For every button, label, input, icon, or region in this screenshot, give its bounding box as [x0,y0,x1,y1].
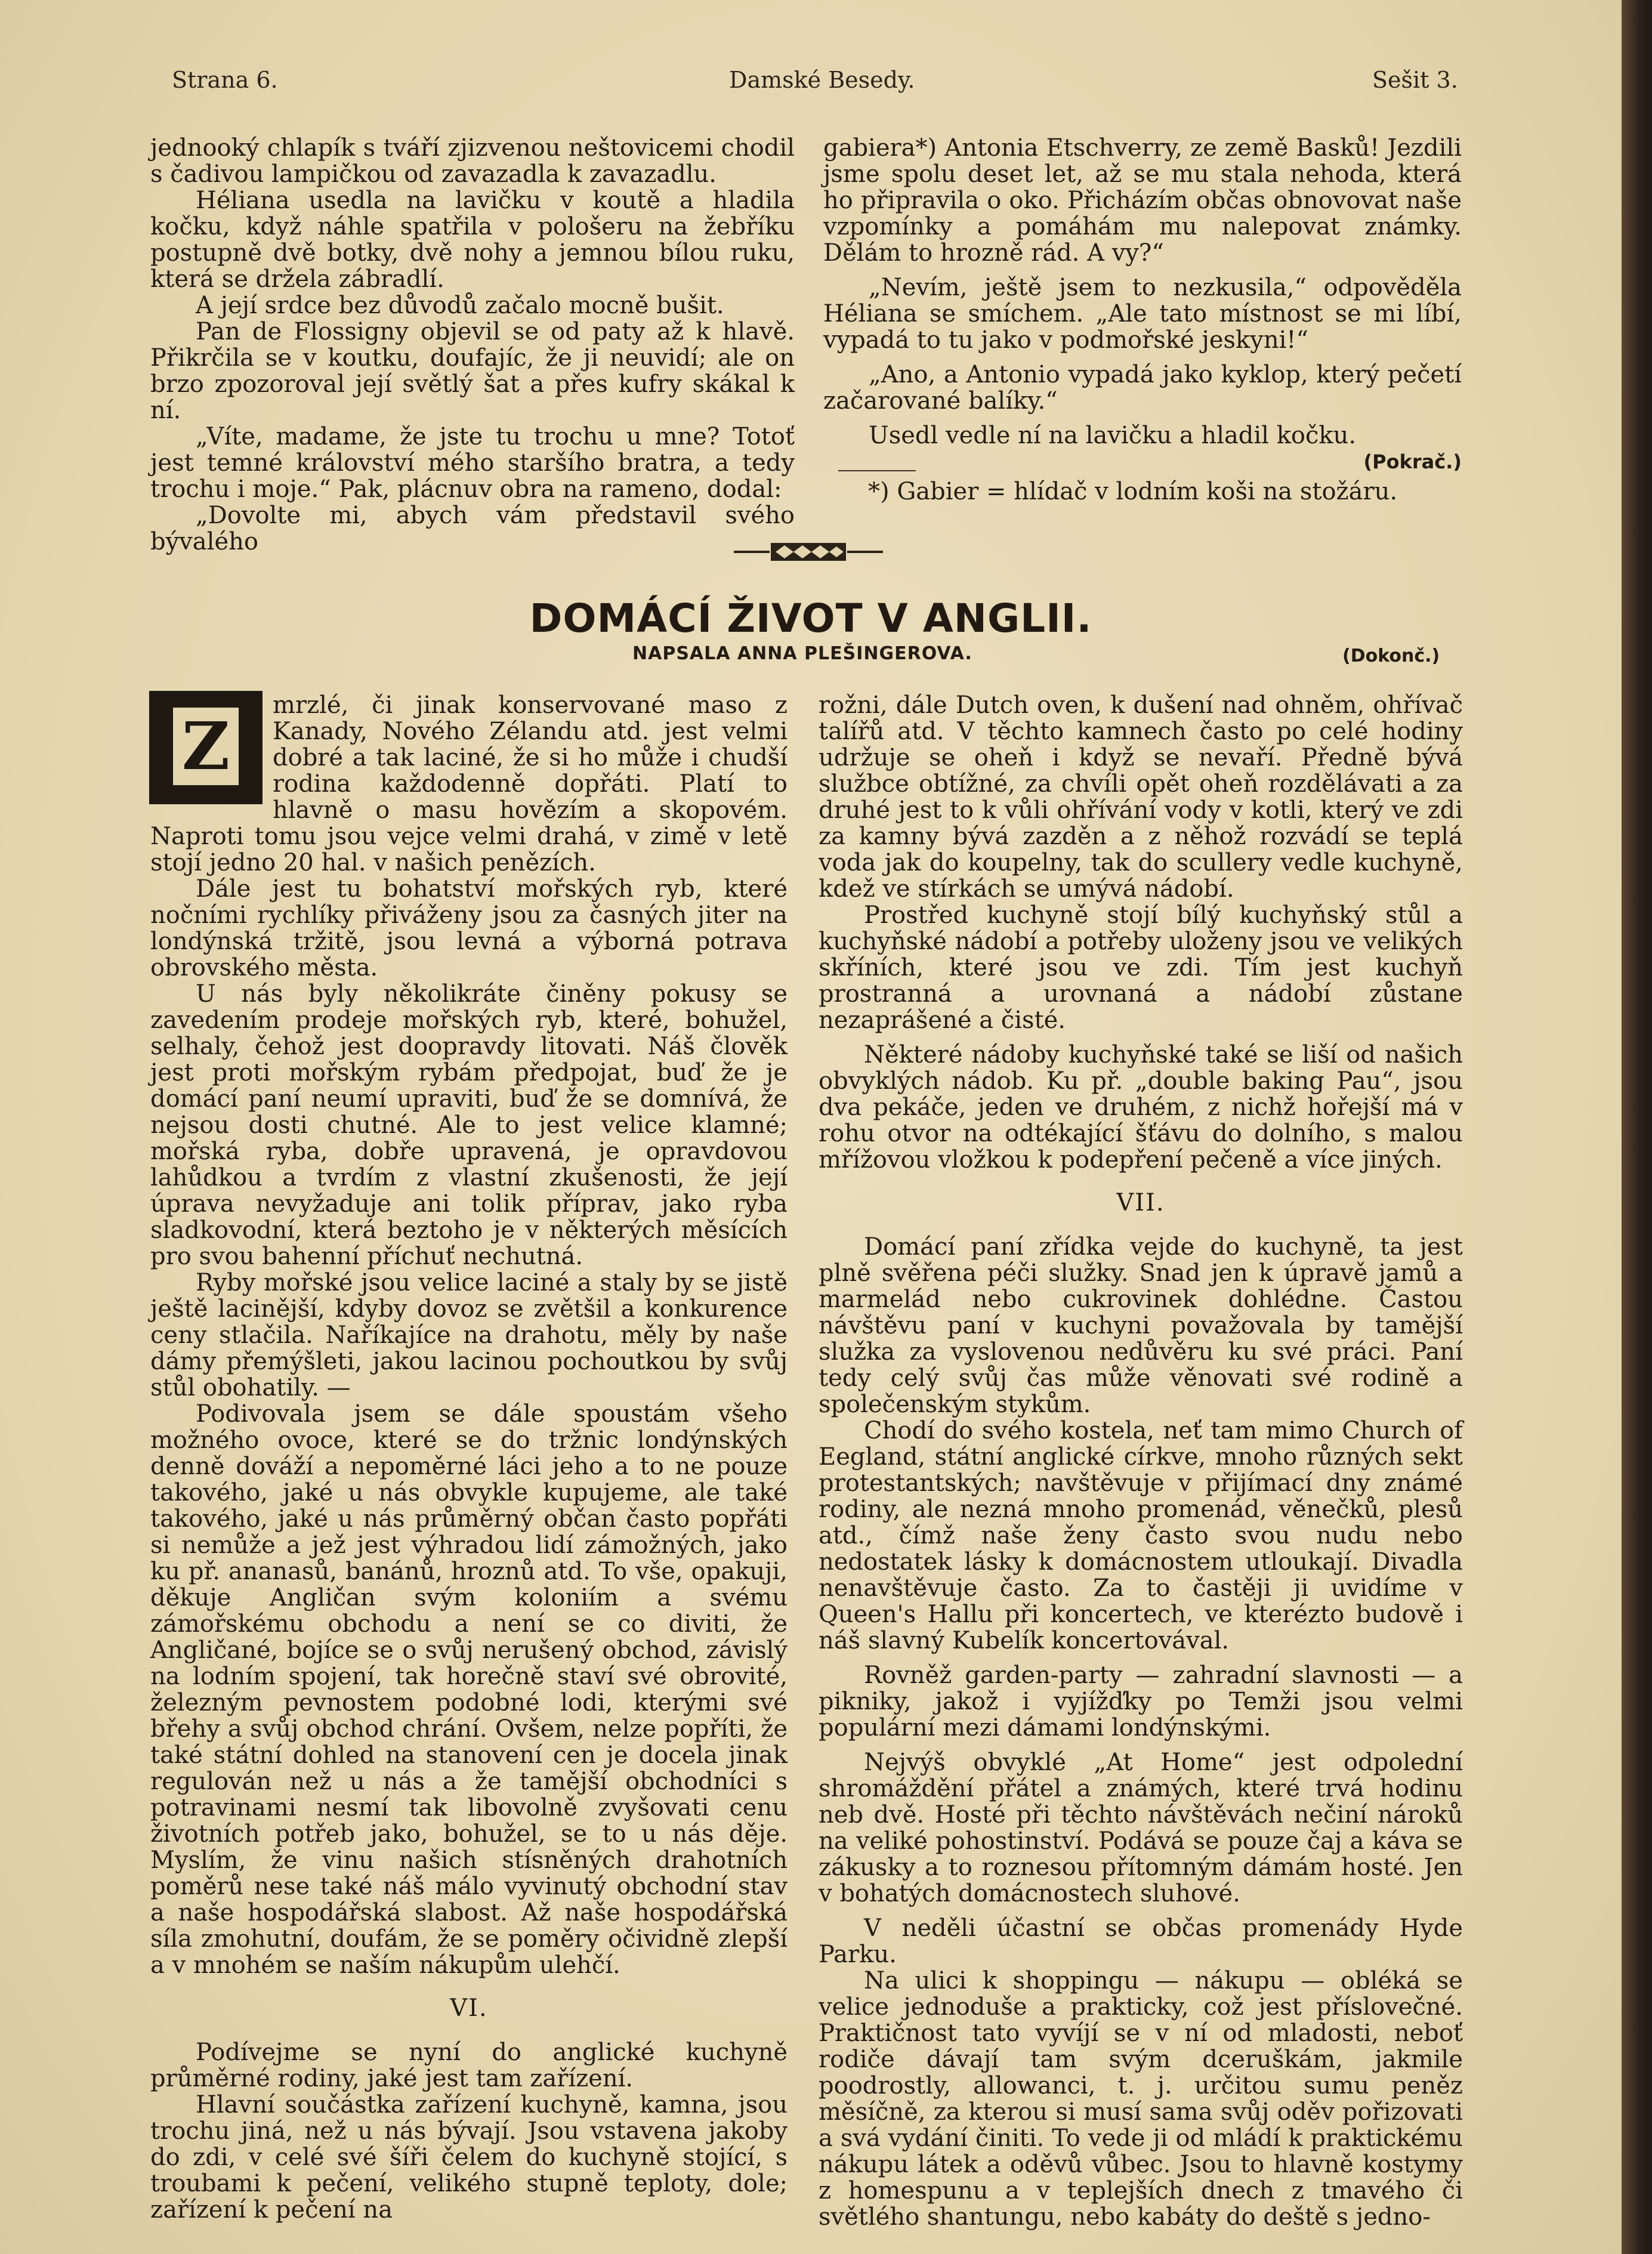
story-paragraph: gabiera*) Antonia Etschverry, ze země Basků! Jezdili jsme spolu deset let, až se mu stala nehoda, která ho připravila o oko. Přicházím občas obnovovat naše vzpomínky a pomáhám mu nalepovat známky. Dělám to hrozně rád. A vy?“ [823,134,1462,267]
article-paragraph [150,692,788,876]
ornament-divider [734,537,883,567]
section-heading: VII. [1116,1189,1165,1216]
article-paragraph: Chodí do svého kostela, neť tam mimo Church of Eegland, státní anglické církve, mnoho různých sekt protestantských; navštěvuje v přijímací dny známé rodiny, ale nezná mnoho promenád, věnečků, plesů atd., čímž naše ženy často svou nudu nebo nedostatek lásky k domácnostem utloukají. Divadla nenavštěvuje často. Za to častěji ji uvidíme v Queen's Hallu při koncertech, ve kterézto budově i náš slavný Kubelík koncertovával. [819,1417,1463,1654]
story-last-paragraph [823,422,1462,473]
footnote-rule [838,470,916,471]
article-paragraph: V neděli účastní se občas promenády Hyde Parku. [819,1915,1463,1968]
story-right-column [823,135,1462,475]
story-paragraph: „Nevím, ještě jsem to nezkusila,“ odpověděla Héliana se smíchem. „Ale tato místnost se mi líbí, vypadá to tu jako v podmořské jeskyni!“ [823,274,1462,354]
drop-cap-space [150,692,273,811]
footnote: *) Gabier = hlídač v lodním koši na stožáru. [868,478,1398,505]
conclusion-note: (Dokonč.) [1342,646,1440,666]
article-paragraph: Dále jest tu bohatství mořských ryb, které nočními rychlíky přiváženy jsou za časných jiter na londýnská tržitě, jsou levná a výborná potrava obrovského města. [150,875,788,981]
page-binding-edge [1622,0,1652,2254]
article-paragraph: Na ulici k shoppingu — nákupu — obléká se velice jednoduše a prakticky, což jest příslovečné. Praktičnost tato vyvíjí se v ní od mladosti, neboť rodiče dávají tam svým dceruškám, jakmile poodrostly, allowanci, t. j. určitou sumu peněz měsíčně, za kterou si musí sama svůj oděv pořizovati a svá vydání činiti. To vede ji od mládí k praktickému nákupu látek a oděvů vůbec. Jsou to hlavně kostymy z homespunu a v teplejších dnech z tmavého či světlého shantungu, nebo kabáty do deště s jedno- [819,1967,1463,2231]
article-author: NAPSALA ANNA PLEŠINGEROVA. [632,643,972,664]
article-paragraph: Domácí paní zřídka vejde do kuchyně, ta jest plně svěřena péči služky. Snad jen k úpravě jamů a marmelád nebo cukrovinek dohlédne. Častou návštěvu paní v kuchyni považovala by tamější služka za vyslovenou nedůvěru ku své práci. Paní tedy celý svůj čas může věnovati své rodině a společenským stykům. [819,1233,1463,1418]
story-left-column [150,135,795,555]
article-paragraph: rožni, dále Dutch oven, k dušení nad ohněm, ohřívač talířů atd. V těchto kamnech často po celé hodiny udržuje se oheň i když se nevaří. Předně bývá službce obtížné, za chvíli opět oheň rozdělávati a za druhé jest to k vůli ohřívání vody v kotli, který ve zdi za kamny bývá zazděn a z něhož rozvádí se teplá voda jak do koupelny, tak do scullery vedle kuchyně, kdež ve stírkách se umývá nádobí. [819,691,1463,903]
article-left-column [150,692,788,2223]
article-paragraph-text: mrzlé, či jinak konservované maso z Kanady, Nového Zélandu atd. jest velmi dobré a tak laciné, že si ho může i chudší rodina každodenně dopřáti. Platí to hlavně o masu hovězím a skopovém. Naproti tomu jsou vejce velmi drahá, v zimě v letě stojí jedno 20 hal. v našich penězích. [150,691,788,876]
story-paragraph: „Ano, a Antonio vypadá jako kyklop, který pečetí začarované balíky.“ [823,361,1462,415]
story-paragraph: Héliana usedla na lavičku v koutě a hladila kočku, když náhle spatřila v pološeru na žebříku postupně dvě botky, dvě nohy a jemnou bílou ruku, která se držela zábradlí. [150,187,795,293]
story-paragraph: Pan de Flossigny objevil se od paty až k hlavě. Přikrčila se v koutku, doufajíc, že ji neuvidí; ale on brzo zpozoroval její světlý šat a přes kufry skákal k ní. [150,318,795,424]
article-right-column [819,692,1463,2230]
issue-number: Sešit 3. [1372,67,1458,93]
article-paragraph: Prostřed kuchyně stojí bílý kuchyňský stůl a kuchyňské nádobí a potřeby uloženy jsou ve velikých skříních, které jsou ve zdi. Tím jest kuchyň prostranná a urovnaná a nádobí zůstane nezaprášené a čisté. [819,901,1463,1034]
page-number: Strana 6. [172,67,278,93]
article-paragraph: Hlavní součástka zařízení kuchyně, kamna, jsou trochu jiná, než u nás bývají. Jsou vstavena jakoby do zdi, v celé své šíři čelem do kuchyně stojící, s troubami k pečení, velikého stupně teploty, dole; zařízení k pečení na [150,2091,788,2224]
story-paragraph: „Dovolte mi, abych vám představil svého bývalého [150,502,795,555]
article-title: DOMÁCÍ ŽIVOT V ANGLII. [529,595,1092,641]
article-paragraph: Ryby mořské jsou velice laciné a staly by se jistě ještě lacinější, kdyby dovoz se zvětšil a konkurence ceny stlačila. Naříkajíce na drahotu, měly by naše dámy přemýšleti, jakou lacinou pochoutkou by svůj stůl obohatily. — [150,1269,788,1401]
article-paragraph: Rovněž garden-party — zahradní slavnosti — a pikniky, jakož i vyjížďky po Temži jsou velmi populární mezi dámami londýnskými. [819,1662,1463,1742]
section-heading: VI. [450,1994,488,2022]
article-paragraph: Podivovala jsem se dále spoustám všeho možného ovoce, které se do tržnic londýnských denně dováží a nepoměrné láci jeho a to ne pouze takového, jaké u nás obvykle kupujeme, ale také takového, jaké u nás průměrný občan často popřáti si nemůže a jež jest výhradou lidí zámožných, jako ku př. ananasů, banánů, hroznů atd. To vše, opakuji, děkuje Angličan svým koloniím a svému zámořskému obchodu a není se co diviti, že Angličané, bojíce se o svůj nerušený obchod, závislý na lodním spojení, tak horečně staví své obrovité, železným pevnostem podobné lodi, kterými své břehy a svůj obchod chrání. Ovšem, nelze popříti, že také státní dohled na stanovení cen je docela jinak regulován než u nás a že tamější obchodníci s potravinami nesmí tak libovolně zvyšovati cenu životních potřeb jako, bohužel, se to u nás děje. Myslím, že vinu našich stísněných drahotních poměrů nese také náš málo vyvinutý obchodní stav a naše hospodářská slabost. Až naše hospodářská síla zmohutní, doufám, že se poměry očividně zlepší a v mnohém se naším nákupům ulehčí. [150,1400,788,1979]
article-paragraph: U nás byly několikráte činěny pokusy se zavedením prodeje mořských ryb, které, bohužel, selhaly, čehož jest doopravdy litovati. Náš člověk jest proti mořským rybám předpojat, buď že je domácí paní neumí upraviti, buď že se domnívá, že nejsou dosti chutné. Ale to jest velice klamné; mořská ryba, dobře upravená, je opravdovou lahůdkou a tvrdím z vlastní zkušenosti, že její úprava nevyžaduje ani tolik příprav, jako ryba sladkovodní, která beztoho je v některých měsících pro svou bahenní příchuť nechutná. [150,980,788,1270]
article-paragraph: Některé nádoby kuchyňské také se liší od našich obvyklých nádob. Ku př. „double baking Pau“, jsou dva pekáče, jeden ve druhém, z nichž hořejší má v rohu otvor na odtékající šťávu do dolního, s malou mřížovou vložkou k podepření pečeně a více jiných. [819,1041,1463,1174]
story-paragraph: jednooký chlapík s tváří zjizvenou neštovicemi chodil s čadivou lampičkou od zavazadla k zavazadlu. [150,134,795,188]
article-paragraph: Podívejme se nyní do anglické kuchyně průměrné rodiny, jaké jest tam zařízení. [150,2039,788,2092]
article-paragraph: Nejvýš obvyklé „At Home“ jest odpolední shromáždění přátel a známých, které trvá hodinu neb dvě. Hosté při těchto návštěvách nečiní nároků na veliké pohostinství. Podává se pouze čaj a káva se zákusky a to roznesou přítomným dámám hosté. Jen v bohatých domácnostech sluhové. [819,1749,1463,1907]
story-paragraph: Usedl vedle ní na lavičku a hladil kočku. [869,422,1357,449]
drop-cap-letter: Z [173,708,239,785]
story-paragraph: A její srdce bez důvodů začalo mocně bušit. [196,292,724,319]
story-paragraph: „Víte, madame, že jste tu trochu u mne? Totoť jest temné království mého staršího bratra, a tedy trochu i moje.“ Pak, plácnuv obra na rameno, dodal: [150,423,795,503]
magazine-title: Damské Besedy. [729,67,915,93]
continued-note: (Pokrač.) [1363,450,1462,473]
